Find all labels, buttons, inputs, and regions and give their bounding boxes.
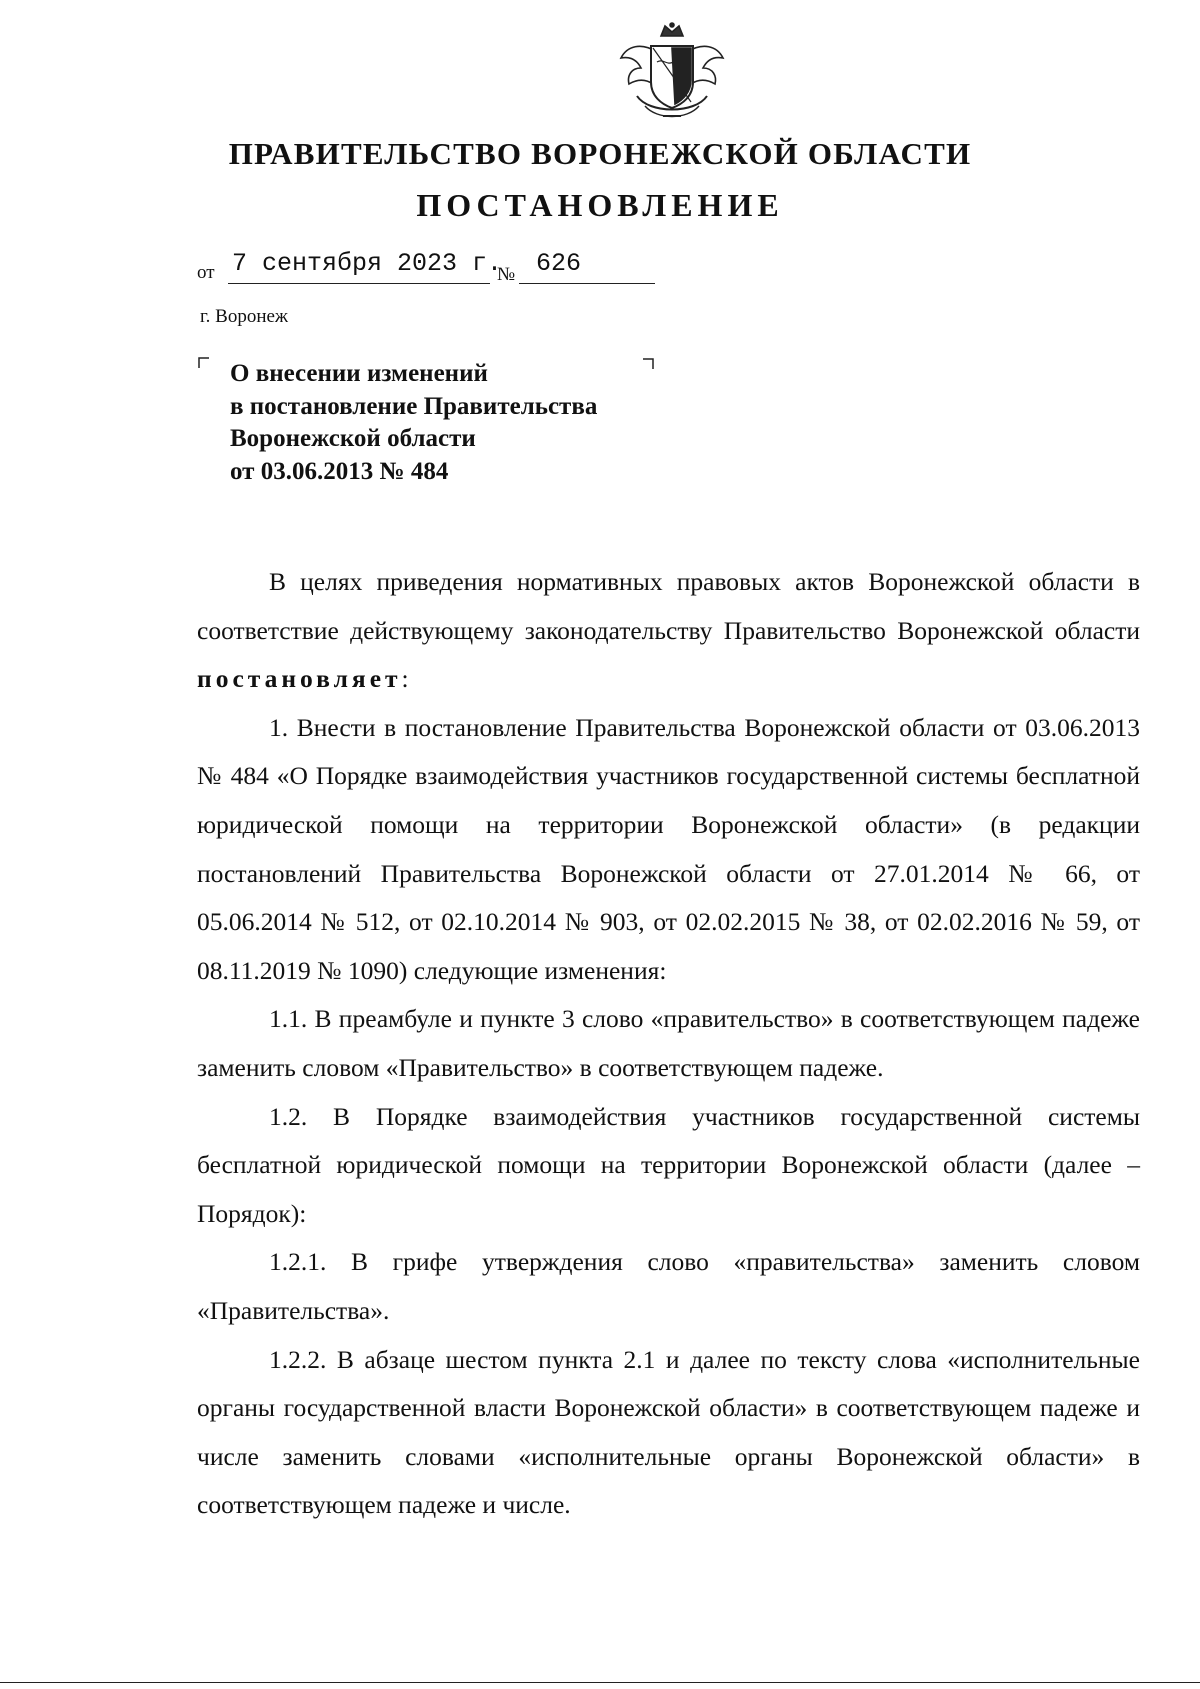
preamble-text: В целях приведения нормативных правовых актов Воронежской области в соответствие действующему законодательству Правительство Воронежской области (197, 567, 1140, 645)
document-body (197, 558, 1140, 1530)
document-type: ПОСТАНОВЛЕНИЕ (416, 187, 784, 223)
number-underline (519, 283, 655, 284)
government-title: ПРАВИТЕЛЬСТВО ВОРОНЕЖСКОЙ ОБЛАСТИ (228, 136, 972, 171)
subject-block (230, 358, 597, 488)
paragraph-1-1: 1.1. В преамбуле и пункте 3 слово «правительство» в соответствующем падеже заменить словом «Правительство» в соответствующем падеже. (197, 1004, 1140, 1082)
subject-line: в постановление Правительства (230, 392, 598, 420)
subject-line: от 03.06.2013 № 484 (230, 457, 449, 485)
date-value: 7 сентября 2023 г. (232, 249, 503, 278)
paragraph-1-2: 1.2. В Порядке взаимодействия участников государственной системы бесплатной юридической помощи на территории Воронежской области (далее – Порядок): (197, 1101, 1140, 1228)
corner-bracket-left-icon (198, 357, 209, 368)
paragraph-1: 1. Внести в постановление Правительства Воронежской области от 03.06.2013 № 484 «О Порядке взаимодействия участников государственной системы бесплатной юридической помощи на территории Воронежской области» (в редакции постановлений Правительства Воронежской области от 27.01.2014 № 66, от 05.06.2014 № 512, от 02.10.2014 № 903, от 02.02.2015 № 38, от 02.02.2016 № 59, от 08.11.2019 № 1090) следующие изменения: (197, 712, 1140, 985)
coat-of-arms-emblem (617, 22, 727, 124)
paragraph-1-2-1: 1.2.1. В грифе утверждения слово «правительства» заменить словом «Правительства». (197, 1247, 1140, 1325)
paragraph-1-2-2: 1.2.2. В абзаце шестом пункта 2.1 и далее по тексту слова «исполнительные органы государственной власти Воронежской области» в соответствующем падеже и числе заменить словами «исполнительные органы Воронежской области» в соответствующем падеже и числе. (197, 1344, 1140, 1520)
number-prefix: № (497, 264, 516, 285)
city-label: г. Воронеж (200, 306, 289, 327)
date-underline (228, 283, 490, 284)
date-prefix: от (197, 262, 215, 283)
preamble-colon: : (401, 664, 409, 694)
subject-line: Воронежской области (230, 425, 476, 452)
paragraph-preamble (197, 558, 1140, 704)
number-value: 626 (536, 249, 582, 278)
page-bottom-rule (0, 1682, 1200, 1683)
corner-bracket-right-icon (643, 358, 654, 369)
preamble-emphasis: постановляет (197, 664, 402, 694)
subject-line: О внесении изменений (230, 360, 488, 387)
